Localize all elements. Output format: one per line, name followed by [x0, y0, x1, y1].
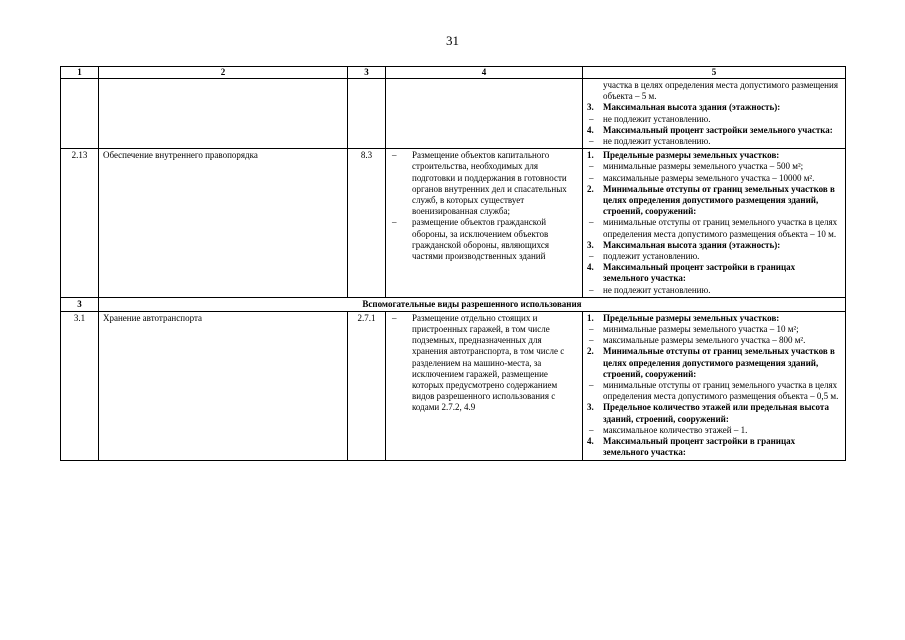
row-name: Хранение автотранспорта — [99, 311, 348, 460]
header-col-4: 4 — [386, 67, 583, 79]
param-detail: – максимальные размеры земельного участка – 800 м². — [587, 335, 841, 346]
param-detail: – минимальные размеры земельного участка – 10 м²; — [587, 324, 841, 335]
table-header-row — [61, 67, 846, 79]
param-detail: – минимальные отступы от границ земельного участка в целях определения места допустимого размещения объекта – 10 м. — [587, 217, 841, 239]
param-heading: 3. Максимальная высота здания (этажность): — [587, 102, 781, 113]
param-detail: – максимальное количество этажей – 1. — [587, 425, 841, 436]
param-continuation-text: участка в целях определения места допустимого размещения объекта – 5 м. — [603, 80, 838, 102]
section-title: Вспомогательные виды разрешенного использования — [99, 297, 846, 311]
description-cell — [386, 311, 583, 460]
description-cell — [386, 149, 583, 298]
param-detail: – максимальные размеры земельного участка – 10000 м². — [587, 173, 841, 184]
param-detail: – не подлежит установлению. — [587, 285, 841, 296]
page-number: 31 — [446, 33, 459, 48]
param-detail: – минимальные размеры земельного участка – 500 м²; — [587, 161, 841, 172]
row-code: 2.13 — [61, 149, 99, 298]
row-code: 3.1 — [61, 311, 99, 460]
param-heading: 4. Максимальный процент застройки в границах земельного участка: — [587, 262, 796, 284]
table-row-continuation — [61, 79, 846, 149]
param-detail: – не подлежит установлению. — [587, 114, 841, 125]
param-heading: 4. Максимальный процент застройки в границах земельного участка: — [587, 436, 796, 458]
kind-code: 8.3 — [348, 149, 386, 298]
params-cell — [583, 149, 846, 298]
param-heading: 3. Максимальная высота здания (этажность): — [587, 239, 781, 250]
params-cell — [583, 311, 846, 460]
description-item: – размещение объектов гражданской обороны, за исключением объектов гражданской обороны, являющихся частями производственных зданий — [390, 217, 578, 262]
params-cell — [583, 79, 846, 149]
header-col-5: 5 — [583, 67, 846, 79]
param-heading: 2. Минимальные отступы от границ земельных участков в целях определения допустимого размещения зданий, строений, сооружений: — [587, 346, 835, 379]
param-heading: 1. Предельные размеры земельных участков: — [587, 312, 780, 323]
description-item: – Размещение отдельно стоящих и пристроенных гаражей, в том числе подземных, предназначенных для хранения автотранспорта, в том числе с разделением на машино-места, за исключением гаражей, размещение которых предусмотрено содержанием видов разрешенного использования с кодами 2.7.2, 4.9 — [390, 313, 578, 414]
header-col-1: 1 — [61, 67, 99, 79]
param-heading: 4. Максимальный процент застройки земельного участка: — [587, 124, 833, 135]
param-detail: – подлежит установлению. — [587, 251, 841, 262]
kind-code: 2.7.1 — [348, 311, 386, 460]
section-row-3 — [61, 297, 846, 311]
param-heading: 1. Предельные размеры земельных участков: — [587, 150, 780, 161]
table-row-3-1 — [61, 311, 846, 460]
row-name: Обеспечение внутреннего правопорядка — [99, 149, 348, 298]
table-row-2-13 — [61, 149, 846, 298]
section-number: 3 — [61, 297, 99, 311]
param-heading: 3. Предельное количество этажей или предельная высота зданий, строений, сооружений: — [587, 402, 829, 424]
param-detail: – минимальные отступы от границ земельного участка в целях определения места допустимого размещения объекта – 0,5 м. — [587, 380, 841, 402]
header-col-3: 3 — [348, 67, 386, 79]
param-heading: 2. Минимальные отступы от границ земельных участков в целях определения допустимого размещения зданий, строений, сооружений: — [587, 183, 835, 217]
description-item: – Размещение объектов капитального строительства, необходимых для подготовки и поддержания в готовности органов внутренних дел и спасательных служб, в которых существует военизированная служба; — [390, 150, 578, 217]
header-col-2: 2 — [99, 67, 348, 79]
regulation-table — [60, 66, 846, 461]
param-detail: – не подлежит установлению. — [587, 136, 841, 147]
